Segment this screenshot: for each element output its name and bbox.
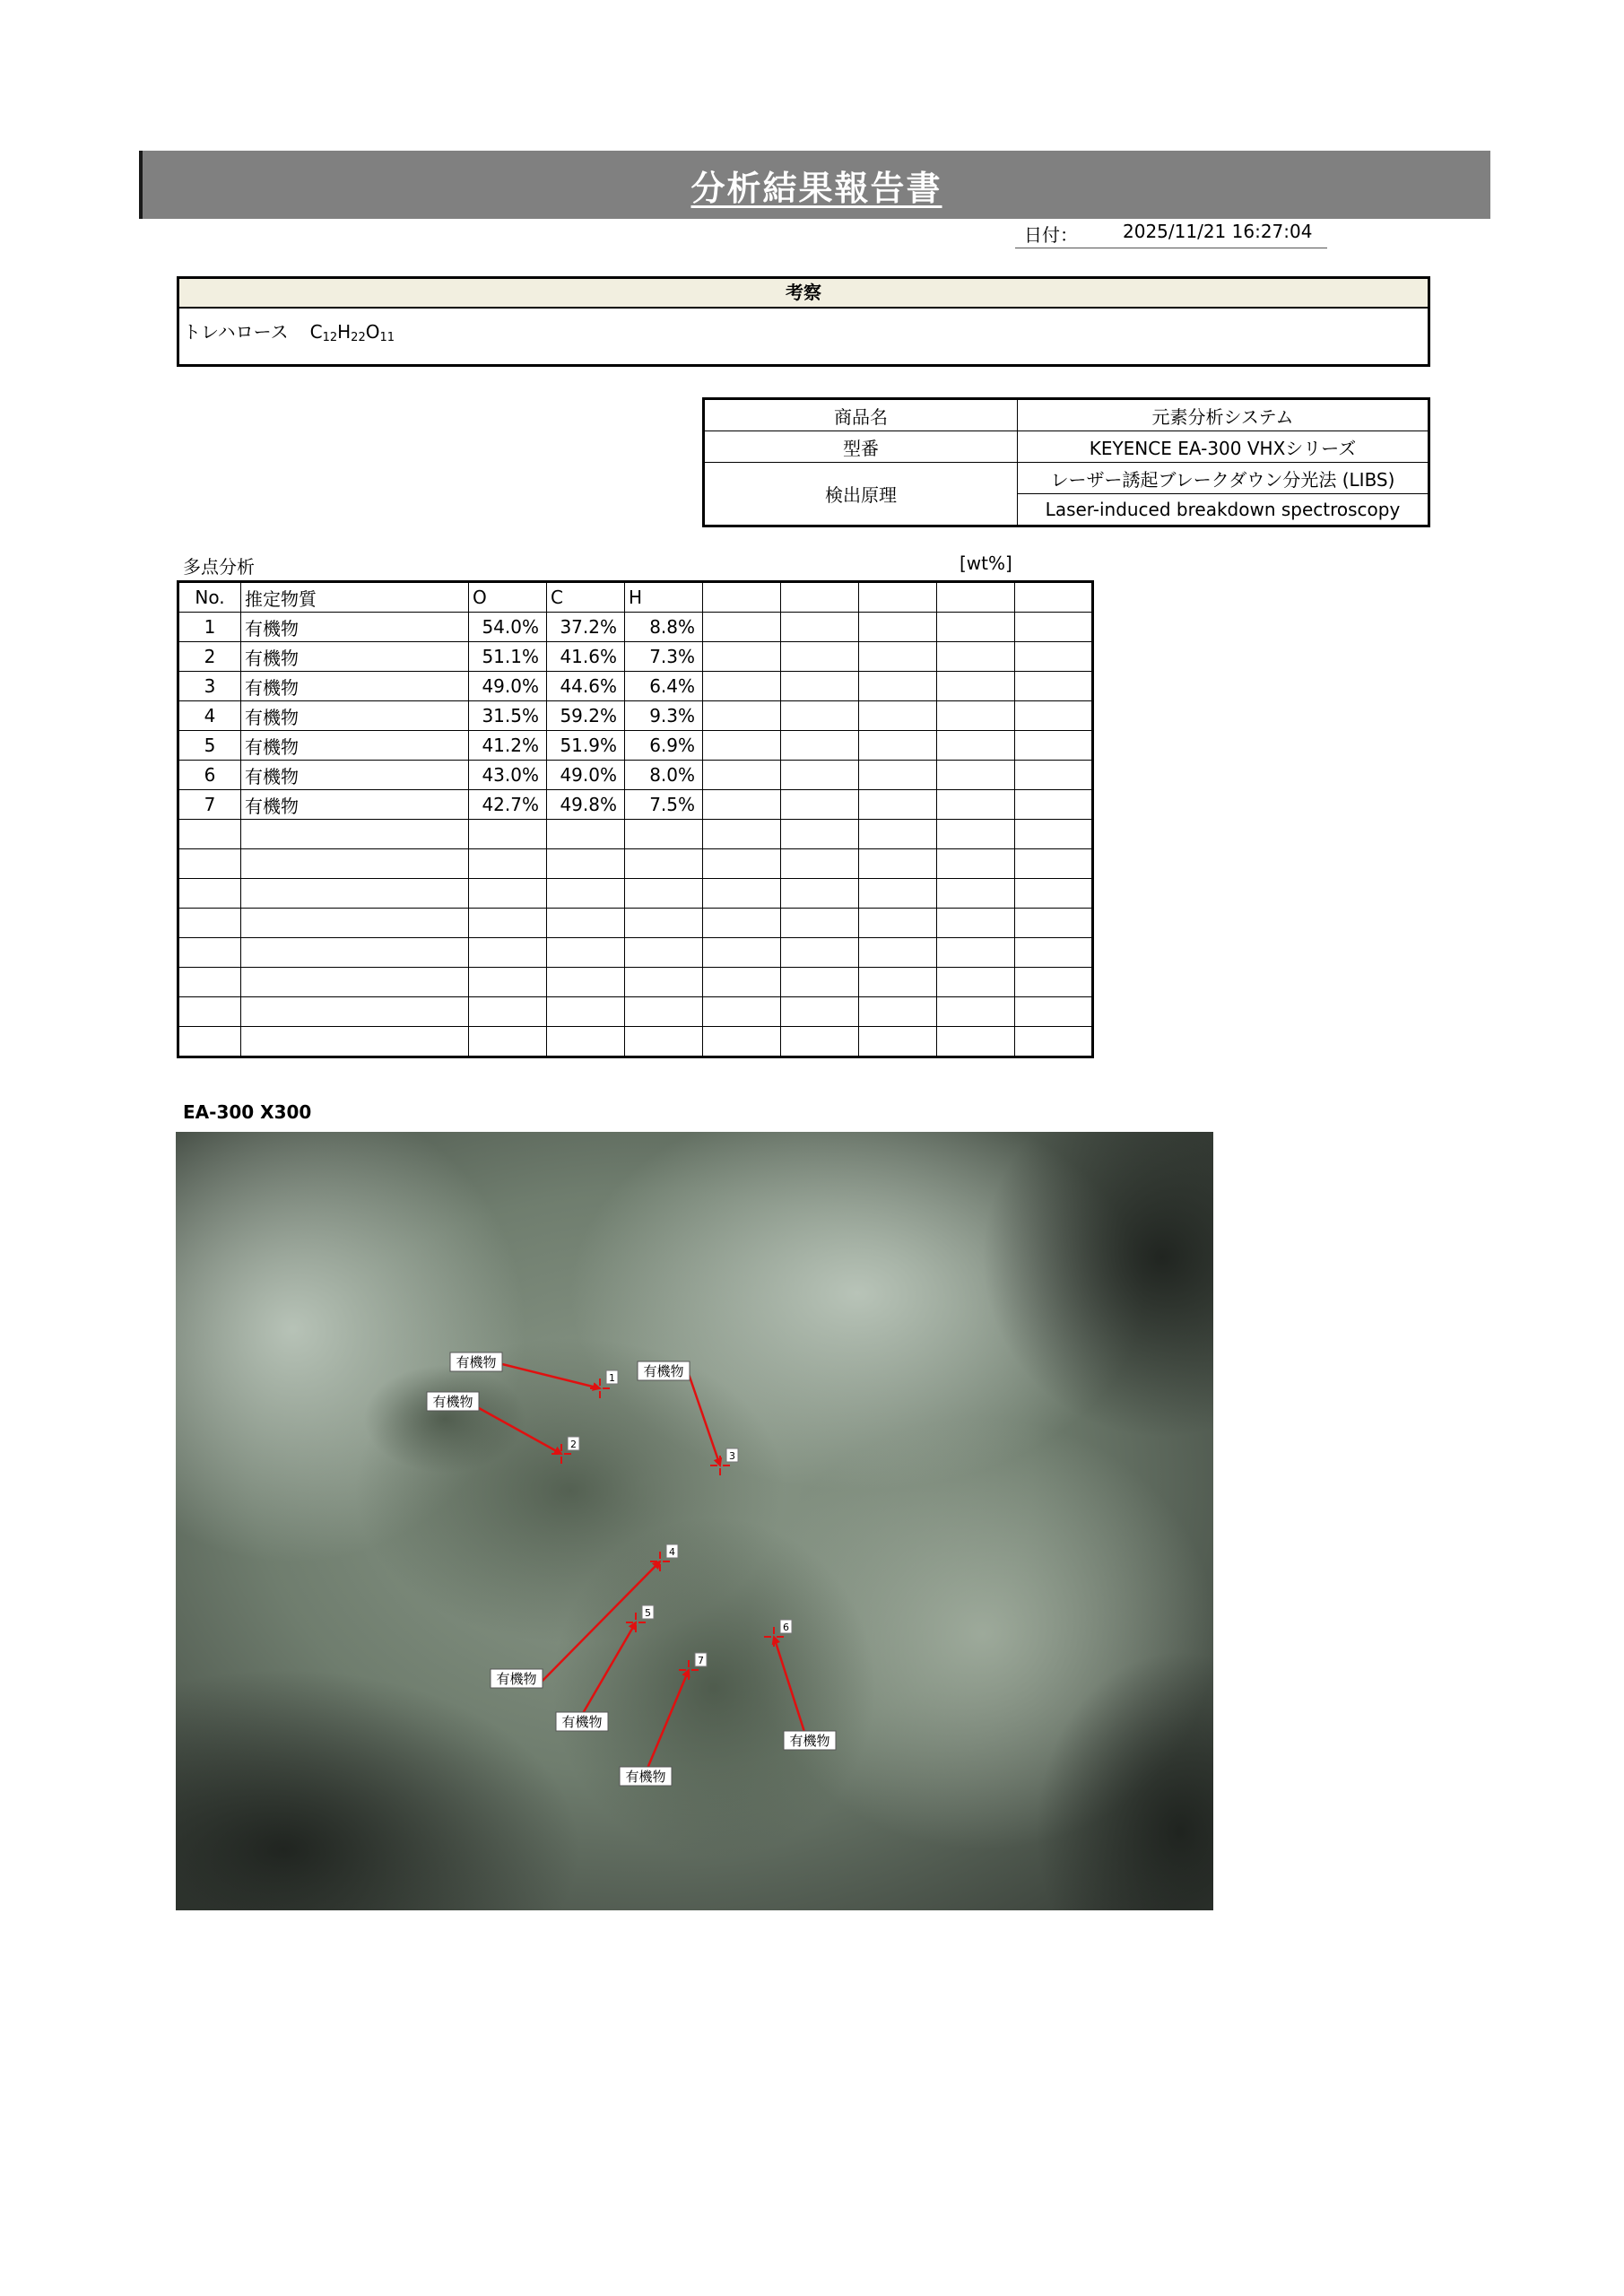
callout-label: 有機物 [456, 1354, 497, 1370]
empty-cell [178, 938, 241, 968]
analysis-table [177, 580, 1094, 1058]
empty-cell [1015, 997, 1093, 1027]
callout-label: 有機物 [561, 1714, 603, 1730]
empty-cell [781, 938, 859, 968]
point-number-label: 4 [669, 1546, 675, 1558]
empty-row [178, 849, 1093, 879]
column-header [1015, 582, 1093, 613]
product-name-label: 商品名 [704, 399, 1018, 431]
empty-cell [241, 968, 469, 997]
point-number-label: 5 [645, 1607, 651, 1619]
date-value: 2025/11/21 16:27:04 [1123, 221, 1313, 242]
empty-cell [703, 731, 781, 761]
empty-cell [937, 642, 1015, 672]
column-header: No. [178, 582, 241, 613]
empty-cell [937, 701, 1015, 731]
micrograph-background [176, 1132, 1213, 1910]
empty-cell [781, 997, 859, 1027]
empty-cell [937, 731, 1015, 761]
element-value: 43.0% [469, 761, 547, 790]
remarks-body [179, 309, 1428, 344]
estimated-substance: 有機物 [241, 642, 469, 672]
empty-cell [703, 820, 781, 849]
empty-cell [937, 997, 1015, 1027]
page-title: 分析結果報告書 [690, 168, 942, 208]
point-number-label: 7 [698, 1655, 704, 1666]
empty-cell [469, 968, 547, 997]
principle-value-ja: レーザー誘起ブレークダウン分光法 (LIBS) [1018, 463, 1429, 494]
empty-cell [1015, 968, 1093, 997]
empty-cell [178, 879, 241, 909]
element-value: 44.6% [547, 672, 625, 701]
empty-cell [625, 997, 703, 1027]
empty-cell [703, 909, 781, 938]
empty-cell [703, 849, 781, 879]
empty-cell [781, 761, 859, 790]
empty-cell [859, 879, 937, 909]
empty-cell [1015, 879, 1093, 909]
empty-cell [547, 968, 625, 997]
empty-cell [703, 1027, 781, 1057]
empty-cell [625, 820, 703, 849]
empty-cell [781, 790, 859, 820]
empty-row [178, 997, 1093, 1027]
point-number: 3 [178, 672, 241, 701]
empty-cell [937, 849, 1015, 879]
element-value: 7.3% [625, 642, 703, 672]
empty-cell [178, 997, 241, 1027]
element-value: 37.2% [547, 613, 625, 642]
empty-cell [1015, 820, 1093, 849]
callout-label: 有機物 [432, 1394, 473, 1410]
point-number-label: 6 [783, 1622, 789, 1633]
empty-cell [469, 1027, 547, 1057]
empty-cell [703, 968, 781, 997]
empty-cell [937, 761, 1015, 790]
empty-cell [859, 613, 937, 642]
point-number: 4 [178, 701, 241, 731]
empty-cell [469, 997, 547, 1027]
empty-cell [547, 849, 625, 879]
point-number: 6 [178, 761, 241, 790]
empty-cell [703, 761, 781, 790]
principle-label: 検出原理 [704, 463, 1018, 526]
empty-cell [781, 672, 859, 701]
column-header [937, 582, 1015, 613]
empty-cell [859, 820, 937, 849]
empty-cell [781, 968, 859, 997]
empty-cell [241, 1027, 469, 1057]
empty-row [178, 938, 1093, 968]
column-header: H [625, 582, 703, 613]
empty-row [178, 1027, 1093, 1057]
empty-cell [937, 672, 1015, 701]
empty-cell [547, 1027, 625, 1057]
empty-cell [703, 613, 781, 642]
empty-cell [547, 909, 625, 938]
empty-cell [703, 938, 781, 968]
estimated-substance: 有機物 [241, 731, 469, 761]
empty-cell [241, 938, 469, 968]
point-number: 5 [178, 731, 241, 761]
column-header [781, 582, 859, 613]
date-label: 日付： [1024, 224, 1078, 246]
image-caption: EA-300 X300 [183, 1101, 312, 1123]
empty-cell [547, 820, 625, 849]
empty-cell [1015, 731, 1093, 761]
empty-cell [859, 909, 937, 938]
empty-cell [937, 613, 1015, 642]
empty-cell [1015, 1027, 1093, 1057]
table-row [178, 790, 1093, 820]
empty-cell [1015, 613, 1093, 642]
empty-cell [937, 879, 1015, 909]
empty-cell [1015, 938, 1093, 968]
empty-cell [241, 879, 469, 909]
empty-cell [859, 642, 937, 672]
empty-cell [178, 1027, 241, 1057]
empty-cell [625, 938, 703, 968]
empty-cell [469, 938, 547, 968]
empty-cell [703, 879, 781, 909]
analysis-title: 多点分析 [183, 556, 255, 578]
column-header: C [547, 582, 625, 613]
table-row [178, 731, 1093, 761]
micrograph-image [176, 1132, 1213, 1910]
analysis-unit: [wt%] [960, 552, 1012, 574]
estimated-substance: 有機物 [241, 613, 469, 642]
empty-row [178, 909, 1093, 938]
empty-row [178, 820, 1093, 849]
empty-cell [937, 820, 1015, 849]
element-value: 59.2% [547, 701, 625, 731]
point-number: 7 [178, 790, 241, 820]
empty-cell [547, 997, 625, 1027]
empty-cell [703, 642, 781, 672]
empty-cell [178, 968, 241, 997]
element-value: 51.1% [469, 642, 547, 672]
empty-cell [1015, 642, 1093, 672]
estimated-substance: 有機物 [241, 701, 469, 731]
empty-cell [625, 849, 703, 879]
element-value: 49.0% [469, 672, 547, 701]
column-header [859, 582, 937, 613]
column-header: O [469, 582, 547, 613]
empty-cell [937, 790, 1015, 820]
empty-cell [178, 909, 241, 938]
empty-cell [859, 938, 937, 968]
empty-cell [241, 820, 469, 849]
empty-cell [781, 731, 859, 761]
element-value: 49.0% [547, 761, 625, 790]
empty-cell [625, 1027, 703, 1057]
empty-cell [547, 938, 625, 968]
empty-cell [859, 968, 937, 997]
empty-cell [937, 938, 1015, 968]
point-number-label: 2 [570, 1439, 577, 1450]
product-name-value: 元素分析システム [1018, 399, 1429, 431]
empty-cell [625, 909, 703, 938]
empty-cell [547, 879, 625, 909]
empty-cell [703, 672, 781, 701]
element-value: 41.2% [469, 731, 547, 761]
model-value: KEYENCE EA-300 VHXシリーズ [1018, 431, 1429, 463]
empty-cell [1015, 849, 1093, 879]
element-value: 49.8% [547, 790, 625, 820]
chemical-formula: $C_{12}H_{22}O_{11}$ [309, 321, 395, 344]
estimated-substance: 有機物 [241, 761, 469, 790]
element-value: 54.0% [469, 613, 547, 642]
substance-name: トレハロース [183, 321, 289, 343]
empty-cell [703, 790, 781, 820]
empty-cell [178, 820, 241, 849]
element-value: 8.8% [625, 613, 703, 642]
empty-cell [625, 879, 703, 909]
empty-cell [703, 701, 781, 731]
table-row [178, 672, 1093, 701]
table-row [178, 642, 1093, 672]
element-value: 8.0% [625, 761, 703, 790]
element-value: 31.5% [469, 701, 547, 731]
empty-cell [859, 701, 937, 731]
estimated-substance: 有機物 [241, 672, 469, 701]
element-value: 7.5% [625, 790, 703, 820]
estimated-substance: 有機物 [241, 790, 469, 820]
empty-cell [859, 790, 937, 820]
empty-cell [241, 997, 469, 1027]
empty-cell [859, 761, 937, 790]
empty-cell [703, 997, 781, 1027]
empty-cell [1015, 761, 1093, 790]
empty-cell [781, 1027, 859, 1057]
empty-cell [781, 613, 859, 642]
empty-cell [469, 849, 547, 879]
model-row [704, 431, 1429, 463]
empty-cell [469, 909, 547, 938]
model-label: 型番 [704, 431, 1018, 463]
empty-cell [781, 820, 859, 849]
empty-cell [781, 701, 859, 731]
table-row [178, 701, 1093, 731]
empty-cell [178, 849, 241, 879]
element-value: 41.6% [547, 642, 625, 672]
empty-cell [1015, 790, 1093, 820]
remarks-box [177, 276, 1430, 367]
empty-cell [781, 642, 859, 672]
empty-cell [1015, 672, 1093, 701]
callout-label: 有機物 [643, 1363, 684, 1379]
empty-cell [469, 820, 547, 849]
empty-cell [781, 849, 859, 879]
column-header [703, 582, 781, 613]
empty-cell [1015, 701, 1093, 731]
principle-value-en: Laser-induced breakdown spectroscopy [1018, 494, 1429, 526]
remarks-heading: 考察 [179, 279, 1428, 309]
element-value: 6.4% [625, 672, 703, 701]
point-number: 2 [178, 642, 241, 672]
table-row [178, 613, 1093, 642]
empty-cell [859, 672, 937, 701]
table-header-row [178, 582, 1093, 613]
product-name-row [704, 399, 1429, 431]
empty-row [178, 879, 1093, 909]
title-banner [139, 151, 1490, 219]
callout-label: 有機物 [496, 1671, 537, 1687]
date-row [1015, 217, 1327, 248]
empty-cell [469, 879, 547, 909]
empty-cell [859, 1027, 937, 1057]
empty-cell [1015, 909, 1093, 938]
element-value: 9.3% [625, 701, 703, 731]
callout-label: 有機物 [789, 1733, 830, 1749]
empty-cell [859, 997, 937, 1027]
point-number: 1 [178, 613, 241, 642]
empty-cell [781, 879, 859, 909]
point-number-label: 3 [729, 1450, 735, 1462]
empty-cell [937, 1027, 1015, 1057]
element-value: 42.7% [469, 790, 547, 820]
empty-cell [859, 849, 937, 879]
empty-cell [625, 968, 703, 997]
element-value: 6.9% [625, 731, 703, 761]
principle-row-1 [704, 463, 1429, 494]
empty-cell [859, 731, 937, 761]
element-value: 51.9% [547, 731, 625, 761]
table-row [178, 761, 1093, 790]
product-info-table [702, 397, 1430, 527]
column-header: 推定物質 [241, 582, 469, 613]
empty-cell [241, 849, 469, 879]
empty-cell [937, 968, 1015, 997]
empty-cell [937, 909, 1015, 938]
callout-label: 有機物 [625, 1769, 666, 1785]
empty-cell [781, 909, 859, 938]
empty-row [178, 968, 1093, 997]
point-number-label: 1 [609, 1372, 615, 1384]
empty-cell [241, 909, 469, 938]
